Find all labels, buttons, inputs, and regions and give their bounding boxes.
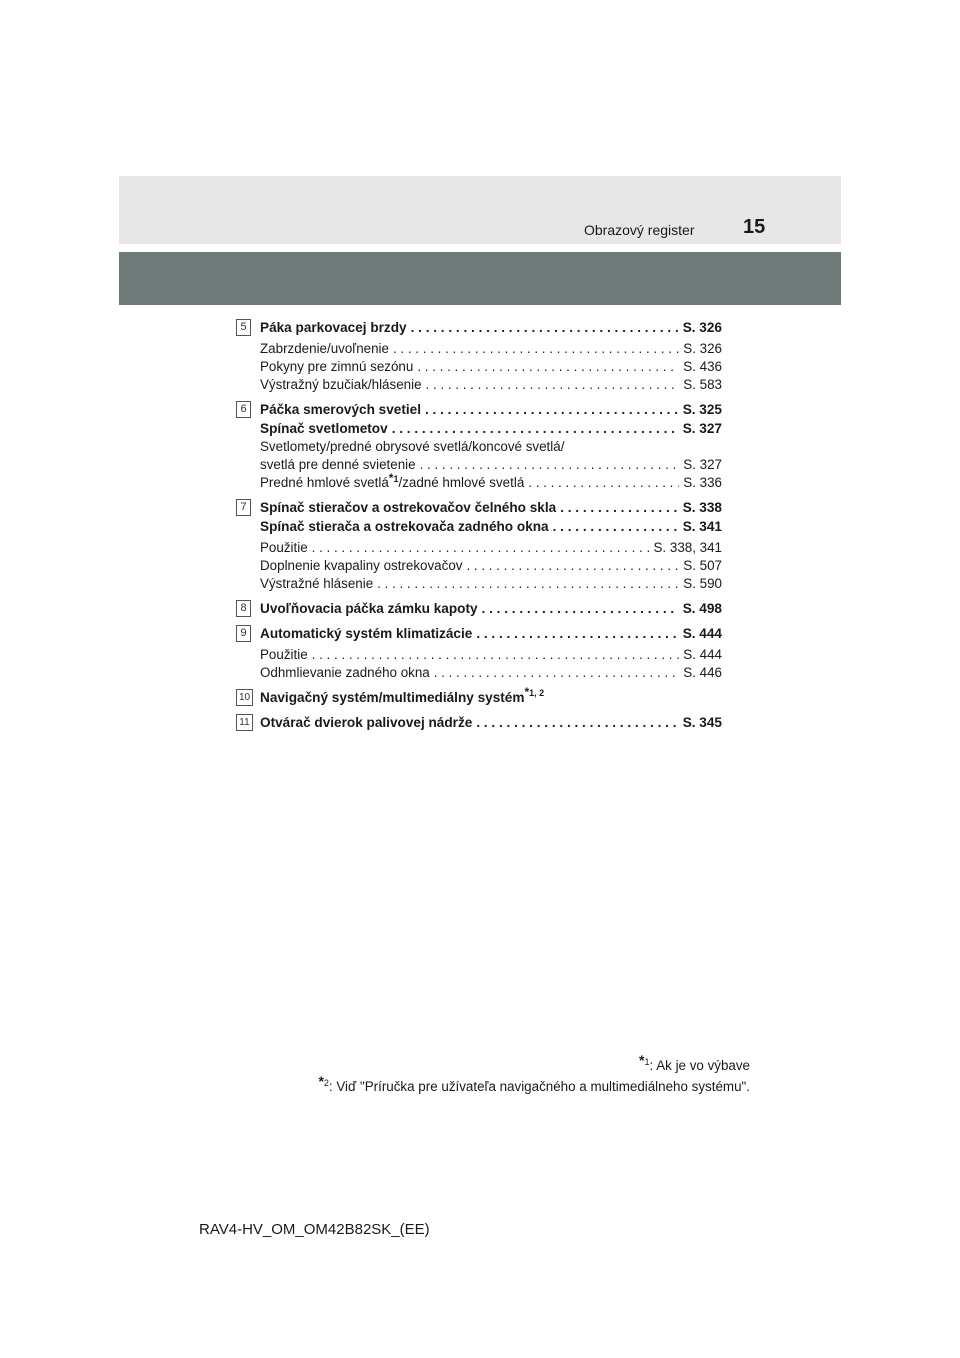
header-dark-band [119, 252, 841, 305]
page-reference[interactable]: S. 507 [683, 558, 722, 573]
page-reference[interactable]: S. 446 [683, 665, 722, 680]
dot-leader [426, 376, 680, 394]
footnote-marker [639, 1051, 650, 1068]
footnote-marker [318, 1072, 329, 1089]
index-subentry[interactable] [260, 646, 722, 664]
entry-label: Odhmlievanie zadného okna [260, 665, 430, 680]
page-reference[interactable]: S. 583 [683, 377, 722, 392]
entry-label-part: /zadné hmlové svetlá [398, 475, 525, 490]
entry-label: Zabrzdenie/uvoľnenie [260, 341, 389, 356]
page-reference[interactable]: S. 338, 341 [653, 540, 722, 555]
footnote-star: * [318, 1072, 324, 1089]
page-reference[interactable]: S. 590 [683, 576, 722, 591]
page-reference[interactable]: S. 345 [682, 715, 722, 730]
footnote [318, 1072, 750, 1097]
page-reference[interactable]: S. 444 [683, 647, 722, 662]
dot-leader [560, 498, 678, 517]
index-subentry[interactable] [260, 664, 722, 682]
index-entry[interactable] [260, 517, 722, 536]
entry-label: Svetlomety/predné obrysové svetlá/koncové svetlá/ [260, 439, 565, 454]
entry-label: Doplnenie kvapaliny ostrekovačov [260, 558, 463, 573]
index-group [236, 685, 722, 707]
item-number-badge: 9 [236, 625, 251, 642]
index-subentry[interactable] [260, 557, 722, 575]
entry-label: Páčka smerových svetiel [260, 402, 421, 417]
index-entry[interactable] [260, 713, 722, 732]
index-text [260, 438, 722, 456]
page-reference[interactable]: S. 436 [683, 359, 722, 374]
index-subentry[interactable] [260, 358, 722, 376]
index-group [236, 713, 722, 732]
page-reference[interactable]: S. 327 [683, 457, 722, 472]
footnote-text: : Viď "Príručka pre užívateľa navigačného a multimediálneho systému". [328, 1079, 750, 1094]
index-group [236, 599, 722, 618]
dot-leader [420, 456, 680, 474]
page-reference[interactable]: S. 326 [682, 320, 722, 335]
footnote-number: 1, 2 [529, 688, 545, 699]
footnote-star: * [639, 1051, 645, 1068]
index-subentry[interactable] [260, 575, 722, 593]
index-entry[interactable] [260, 599, 722, 618]
footnote-number: 1 [644, 1056, 650, 1067]
entry-label: Spínač stieračov a ostrekovačov čelného skla [260, 500, 557, 515]
item-number-badge: 7 [236, 499, 251, 516]
entry-label: Automatický systém klimatizácie [260, 626, 473, 641]
page-reference[interactable]: S. 336 [683, 475, 722, 490]
entry-label [260, 470, 525, 492]
dot-leader [482, 599, 679, 618]
header-band [119, 176, 841, 244]
page-reference[interactable]: S. 338 [682, 500, 722, 515]
dot-leader [312, 646, 680, 664]
index-subentry[interactable] [260, 376, 722, 394]
dot-leader [476, 713, 678, 732]
footnote-marker [524, 685, 545, 700]
footnote-text: : Ak je vo výbave [649, 1058, 750, 1073]
index-entry[interactable] [260, 624, 722, 643]
entry-label: Použitie [260, 540, 308, 555]
dot-leader [553, 517, 679, 536]
entry-label: svetlá pre denné svietenie [260, 457, 416, 472]
index-heading[interactable] [260, 685, 722, 707]
page-reference[interactable]: S. 327 [682, 421, 722, 436]
document-code: RAV4-HV_OM_OM42B82SK_(EE) [199, 1221, 430, 1238]
index-subentry[interactable] [260, 340, 722, 358]
index-subentry[interactable] [260, 470, 722, 492]
footnote [318, 1051, 750, 1076]
entry-label: Páka parkovacej brzdy [260, 320, 407, 335]
page-number: 15 [743, 216, 766, 238]
page-reference[interactable]: S. 444 [682, 626, 722, 641]
index-subentry[interactable] [260, 456, 722, 474]
item-number-badge: 10 [236, 689, 253, 706]
dot-leader [417, 358, 679, 376]
entry-label: Výstražné hlásenie [260, 576, 374, 591]
item-number-badge: 11 [236, 714, 253, 731]
index-entry[interactable] [260, 400, 722, 419]
index-group [236, 400, 722, 492]
dot-leader [425, 400, 679, 419]
footnote-star: * [388, 470, 394, 485]
dot-leader [411, 318, 679, 337]
entry-label: Výstražný bzučiak/hlásenie [260, 377, 422, 392]
index-content [236, 318, 722, 738]
index-entry[interactable] [260, 498, 722, 517]
entry-label: Pokyny pre zimnú sezónu [260, 359, 414, 374]
entry-label: Navigačný systém/multimediálny systém [260, 690, 525, 705]
index-group [236, 624, 722, 682]
footnote-number: 2 [323, 1077, 329, 1088]
page-reference[interactable]: S. 341 [682, 519, 722, 534]
dot-leader [466, 557, 679, 575]
section-title: Obrazový register [584, 222, 695, 238]
entry-label: Spínač svetlometov [260, 421, 388, 436]
index-group [236, 318, 722, 394]
index-subentry[interactable] [260, 539, 722, 557]
index-entry[interactable] [260, 318, 722, 337]
footnotes [318, 1051, 750, 1097]
dot-leader [377, 575, 679, 593]
footnote-star: * [524, 685, 530, 700]
page-reference[interactable]: S. 325 [682, 402, 722, 417]
dot-leader [434, 664, 680, 682]
entry-label: Spínač stierača a ostrekovača zadného okna [260, 519, 549, 534]
item-number-badge: 6 [236, 401, 251, 418]
dot-leader [393, 340, 679, 358]
entry-label: Použitie [260, 647, 308, 662]
dot-leader [476, 624, 678, 643]
dot-leader [392, 419, 679, 438]
page-reference[interactable]: S. 498 [682, 601, 722, 616]
index-entry[interactable] [260, 419, 722, 438]
footnote-number: 1 [393, 473, 399, 484]
page-reference[interactable]: S. 326 [683, 341, 722, 356]
index-group [236, 498, 722, 593]
entry-label-part: Predné hmlové svetlá [260, 475, 389, 490]
item-number-badge: 8 [236, 600, 251, 617]
entry-label: Otvárač dvierok palivovej nádrže [260, 715, 473, 730]
entry-label: Uvoľňovacia páčka zámku kapoty [260, 601, 478, 616]
dot-leader [312, 539, 650, 557]
item-number-badge: 5 [236, 319, 251, 336]
dot-leader [528, 474, 679, 492]
